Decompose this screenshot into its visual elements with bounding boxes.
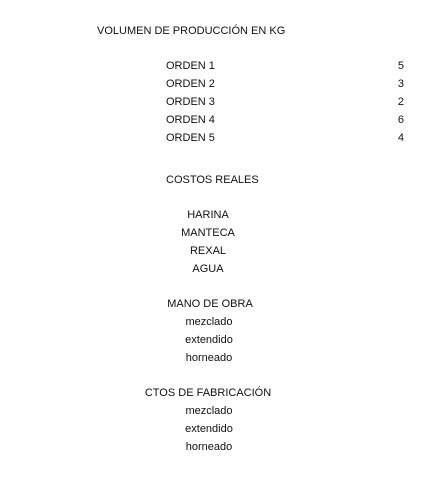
order-label: ORDEN 4 bbox=[166, 114, 215, 126]
order-value: 4 bbox=[397, 132, 404, 144]
manufacturing-item: horneado bbox=[185, 441, 233, 453]
page-title: VOLUMEN DE PRODUCCIÓN EN KG bbox=[97, 25, 286, 37]
order-value: 6 bbox=[397, 114, 404, 126]
order-label: ORDEN 2 bbox=[166, 78, 215, 90]
labor-item: mezclado bbox=[185, 316, 233, 328]
labor-item: horneado bbox=[185, 352, 233, 364]
labor-heading: MANO DE OBRA bbox=[167, 298, 253, 310]
cost-item: REXAL bbox=[189, 245, 227, 257]
costs-heading: COSTOS REALES bbox=[166, 174, 259, 186]
order-label: ORDEN 5 bbox=[166, 132, 215, 144]
labor-item: extendido bbox=[185, 334, 233, 346]
manufacturing-item: extendido bbox=[185, 423, 233, 435]
manufacturing-heading: CTOS DE FABRICACIÓN bbox=[144, 387, 272, 399]
cost-item: AGUA bbox=[192, 263, 224, 275]
order-label: ORDEN 1 bbox=[166, 60, 215, 72]
order-value: 3 bbox=[397, 78, 404, 90]
cost-item: HARINA bbox=[187, 209, 229, 221]
manufacturing-item: mezclado bbox=[185, 405, 233, 417]
order-value: 2 bbox=[397, 96, 404, 108]
order-value: 5 bbox=[397, 60, 404, 72]
cost-item: MANTECA bbox=[181, 227, 235, 239]
order-label: ORDEN 3 bbox=[166, 96, 215, 108]
